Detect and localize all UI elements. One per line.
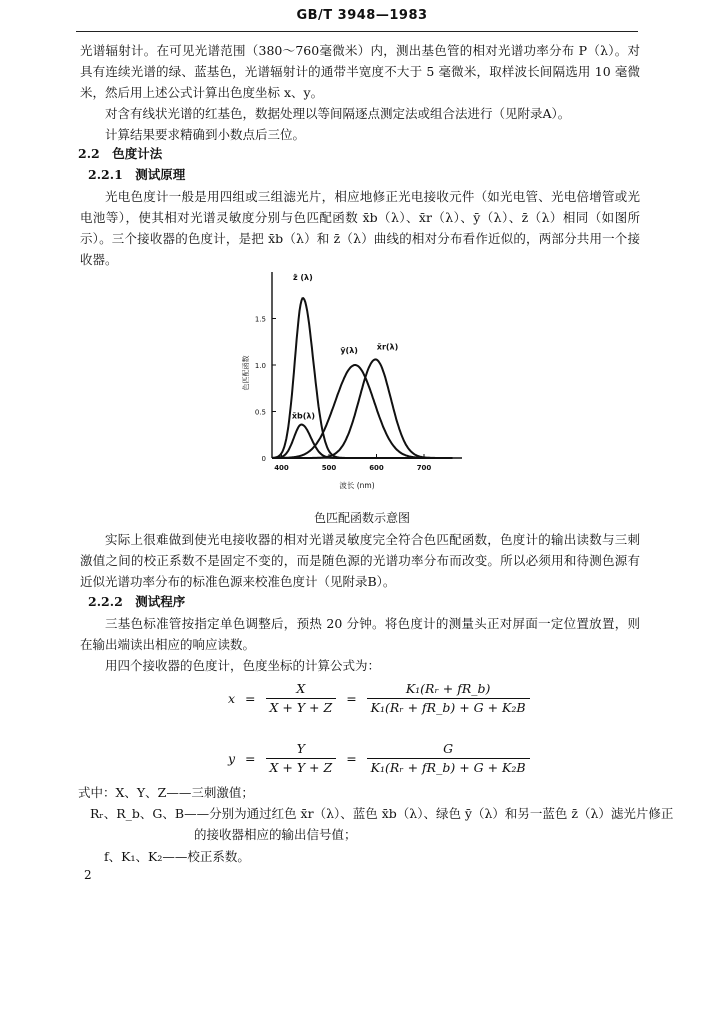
formula-y-den-2: K₁(Rᵣ + fR_b) + G + K₂B xyxy=(370,760,526,775)
x-tick-label: 600 xyxy=(369,464,384,472)
section-heading-2-2: 2.2 色度计法 xyxy=(78,146,163,161)
paragraph-procedure: 三基色标准管按指定单色调整后，预热 20 分钟。将色度计的测量头正对屏面一定位置放置，则在输出端读出相应的响应读数。 xyxy=(80,616,640,652)
formula-x-num-1: X xyxy=(266,680,337,699)
header-rule xyxy=(76,31,638,32)
formula-x xyxy=(228,680,530,717)
formula-x-den-2: K₁(Rᵣ + fR_b) + G + K₂B xyxy=(370,700,526,715)
definition-signals-cont: 的接收器相应的输出信号值； xyxy=(194,827,357,842)
color-matching-chart xyxy=(232,262,492,502)
x-axis-title: 波长 (nm) xyxy=(339,481,375,490)
equals-sign: = xyxy=(346,751,357,766)
x-tick-label: 500 xyxy=(321,464,337,472)
chart-series xyxy=(272,298,453,458)
chart-labels xyxy=(292,273,398,420)
series-label-3: x̄r(λ) xyxy=(376,342,399,352)
paragraph-calibration: 实际上很难做到使光电接收器的相对光谱灵敏度完全符合色匹配函数，色度计的输出读数与三刺激值之间的校正系数不是固定不变的，而是随色源的光谱功率分布而改变。所以必须用和待测色源有近似光谱功率分布的标准色源来校准色度计（见附录B）。 xyxy=(80,532,640,589)
y-axis-title: 色匹配函数 xyxy=(242,355,250,391)
series-curve-0 xyxy=(272,298,453,458)
paragraph-principle: 光电色度计一般是用四组或三组滤光片，相应地修正光电接收元件（如光电管、光电倍增管或光电池等），使其相对光谱灵敏度分别与色匹配函数 x̄b（λ）、x̄r（λ）、ȳ（λ）、z̄（λ）相同（如图所示）。三个接收器的色度计，是把 x̄b（λ）和 z̄（λ）曲线的相对分布看作近似的，两部分共用一个接收器。 xyxy=(80,189,640,267)
paragraph-formula-intro: 用四个接收器的色度计，色度坐标的计算公式为： xyxy=(105,658,381,673)
x-tick-label: 700 xyxy=(416,464,432,472)
series-label-0: z̄ (λ) xyxy=(292,273,313,283)
section-heading-2-2-2: 2.2.2 测试程序 xyxy=(88,594,186,609)
page-number: 2 xyxy=(84,868,92,882)
formula-x-lhs: x xyxy=(228,691,236,706)
equals-sign: = xyxy=(245,691,256,706)
formula-y-lhs: y xyxy=(228,751,236,766)
formula-y-fraction-2 xyxy=(367,740,530,777)
definition-signals: Rᵣ、R_b、G、B——分别为通过红色 x̄r（λ）、蓝色 x̄b（λ）、绿色 ȳ（λ）和另一蓝色 z̄（λ）滤光片修正 xyxy=(90,806,674,821)
formula-y-num-2: G xyxy=(367,740,530,759)
formula-y-den-1: X + Y + Z xyxy=(269,760,333,775)
y-tick-label: 0.5 xyxy=(254,408,266,417)
series-curve-1 xyxy=(272,425,453,459)
paragraph-spectroradiometer: 光谱辐射计。在可见光谱范围（380～760毫微米）内，测出基色管的相对光谱功率分布 P（λ）。对具有连续光谱的绿、蓝基色，光谱辐射计的通带半宽度不大于 5 毫微米，取样波长间隔选用 10 毫微米，然后用上述公式计算出色度坐标 x、y。 xyxy=(80,43,640,100)
equals-sign: = xyxy=(245,751,256,766)
y-tick-label: 1.5 xyxy=(254,315,266,324)
y-tick-label-zero: 0 xyxy=(261,455,266,463)
definition-tristimulus: 式中：X、Y、Z——三刺激值； xyxy=(78,785,254,800)
page-header: GB/T 3948—1983 xyxy=(296,8,428,23)
formula-x-den-1: X + Y + Z xyxy=(269,700,333,715)
x-tick-label: 400 xyxy=(274,464,289,472)
formula-y-num-1: Y xyxy=(266,740,337,759)
series-curve-3 xyxy=(272,359,453,458)
equals-sign: = xyxy=(346,691,357,706)
series-label-1: x̄b(λ) xyxy=(291,411,316,421)
formula-x-num-2: K₁(Rᵣ + fR_b) xyxy=(367,680,530,699)
formula-x-fraction-1 xyxy=(266,680,337,717)
figure-caption: 色匹配函数示意图 xyxy=(313,511,410,525)
section-heading-2-2-1: 2.2.1 测试原理 xyxy=(88,167,186,182)
y-tick-label: 1.0 xyxy=(254,362,266,370)
formula-y-fraction-1 xyxy=(266,740,337,777)
paragraph-red-primary: 对含有线状光谱的红基色，数据处理以等间隔逐点测定法或组合法进行（见附录A）。 xyxy=(105,106,571,121)
series-label-2: ȳ(λ) xyxy=(340,346,358,355)
formula-x-fraction-2 xyxy=(367,680,530,717)
formula-y xyxy=(228,740,530,777)
paragraph-precision: 计算结果要求精确到小数点后三位。 xyxy=(105,127,306,142)
definition-coefficients: f、K₁、K₂——校正系数。 xyxy=(104,849,250,864)
